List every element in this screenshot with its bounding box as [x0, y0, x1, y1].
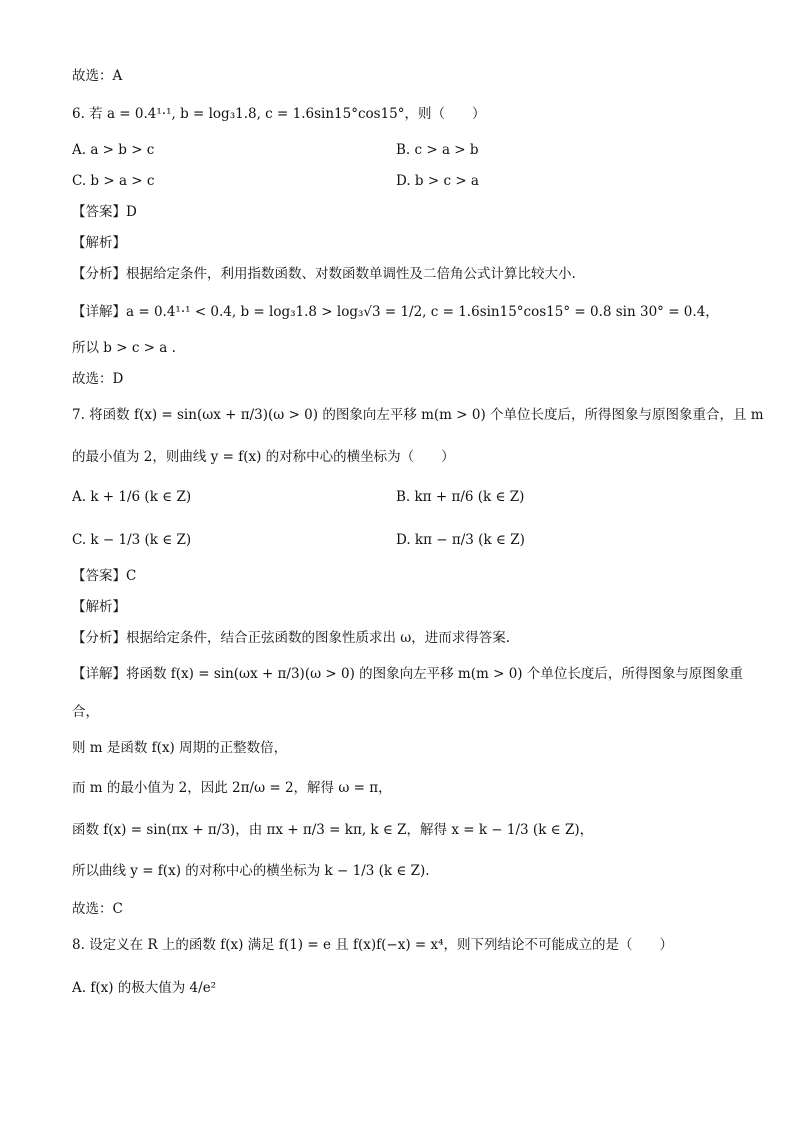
analysis-label: 【解析】	[72, 235, 126, 251]
question-6-options-row1	[72, 140, 734, 160]
answer-choice-q7: 故选：C	[72, 901, 123, 917]
option-a: A. k + 1/6 (k ∈ Z)	[72, 489, 192, 505]
answer-choice-q6: 故选：D	[72, 371, 124, 387]
analysis-summary: 【分析】根据给定条件，结合正弦函数的图象性质求出 ω，进而求得答案.	[72, 630, 511, 646]
option-c: C. b > a > c	[72, 173, 155, 189]
solution-step-1: 则 m 是函数 f(x) 周期的正整数倍，	[72, 740, 288, 756]
option-d: D. kπ − π/3 (k ∈ Z)	[396, 532, 525, 548]
solution-step-2: 而 m 的最小值为 2，因此 2π/ω = 2，解得 ω = π，	[72, 780, 392, 796]
question-7-options-row2	[72, 530, 734, 550]
answer-label: 【答案】C	[72, 568, 137, 584]
option-b: B. kπ + π/6 (k ∈ Z)	[396, 489, 525, 505]
answer-choice-q5: 故选：A	[72, 68, 123, 84]
option-a: A. a > b > c	[72, 142, 155, 158]
option-d: D. b > c > a	[396, 173, 479, 189]
question-7-stem: 7. 将函数 f(x) = sin(ωx + π/3)(ω > 0) 的图象向左平移 m(m > 0) 个单位长度后，所得图象与原图象重合，且 m	[72, 407, 764, 423]
detailed-solution: 【详解】将函数 f(x) = sin(ωx + π/3)(ω > 0) 的图象向左平移 m(m > 0) 个单位长度后，所得图象与原图象重	[72, 666, 743, 682]
question-8-stem: 8. 设定义在 R 上的函数 f(x) 满足 f(1) = e 且 f(x)f(−x) = x⁴，则下列结论不可能成立的是（ ）	[72, 937, 674, 953]
solution-step-3: 函数 f(x) = sin(πx + π/3)，由 πx + π/3 = kπ, k ∈ Z，解得 x = k − 1/3 (k ∈ Z)，	[72, 822, 594, 838]
question-7-stem-cont: 的最小值为 2，则曲线 y = f(x) 的对称中心的横坐标为（ ）	[72, 449, 455, 465]
option-b: B. c > a > b	[396, 142, 479, 158]
option-c: C. k − 1/3 (k ∈ Z)	[72, 532, 192, 548]
detailed-solution: 【详解】a = 0.4¹·¹ < 0.4, b = log₃1.8 > log₃√3 = 1/2, c = 1.6sin15°cos15° = 0.8 sin 30° = 0.4，	[72, 304, 719, 320]
question-8-option-a: A. f(x) 的极大值为 4/e²	[72, 980, 217, 996]
question-6-stem: 6. 若 a = 0.4¹·¹, b = log₃1.8, c = 1.6sin15°cos15°，则（ ）	[72, 106, 486, 122]
solution-conclusion: 所以 b > c > a .	[72, 340, 176, 356]
solution-conclusion: 所以曲线 y = f(x) 的对称中心的横坐标为 k − 1/3 (k ∈ Z).	[72, 863, 430, 879]
question-6-options-row2	[72, 171, 734, 191]
analysis-label: 【解析】	[72, 599, 126, 615]
answer-label: 【答案】D	[72, 204, 137, 220]
question-7-options-row1	[72, 487, 734, 507]
detailed-solution-cont: 合，	[72, 704, 99, 720]
analysis-summary: 【分析】根据给定条件，利用指数函数、对数函数单调性及二倍角公式计算比较大小.	[72, 266, 576, 282]
